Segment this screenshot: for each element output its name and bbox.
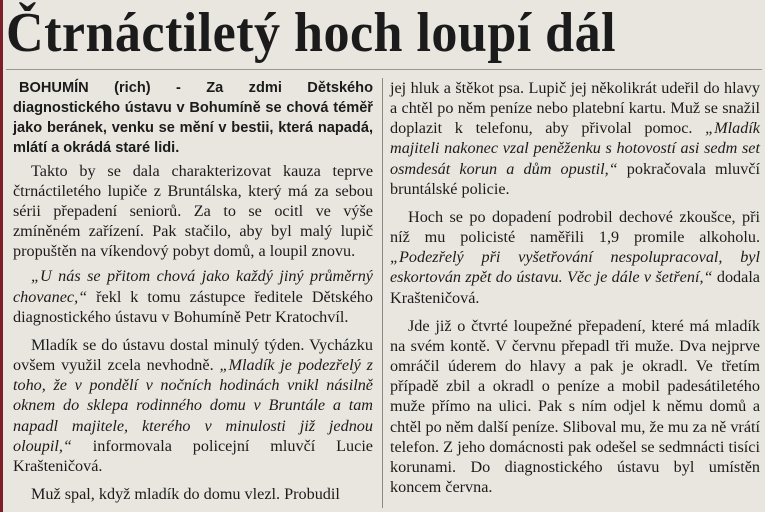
quote-attribution: informovala policejní mluvčí Lucie Krašteničová.	[13, 436, 373, 475]
dateline: BOHUMÍN (rich)	[19, 80, 151, 96]
quote-attribution: pokračovala mluvčí bruntálské policie.	[390, 159, 760, 198]
quote-police: „Mladík majiteli nakonec vzal peněženku s hotovostí asi sedm set osmdesát korun a dům opustil,“	[390, 119, 760, 178]
headline-rule	[6, 69, 762, 70]
right-column	[390, 78, 760, 497]
headline: Čtrnáctiletý hoch loupí dál	[6, 2, 617, 64]
paragraph-intro: Hoch se po dopadení podrobil dechové zkoušce, při níž mu policisté naměřili 1,9 promile alkoholu.	[390, 207, 760, 247]
paragraph-intro: jej hluk a štěkot psa. Lupič jej několikrát udeřil do hlavy a chtěl po něm peníze nebo platební kartu. Muž se snažil doplazit k telefonu, aby přivolal pomoc.	[390, 79, 760, 138]
quote-police: „Mladík je podezřelý z toho, že v pondělí v nočních hodinách vnikl násilně oknem do sklepa rodinného domu v Bruntále a tam napadl majitele, kterého v minulosti již jednou oloupil,“	[13, 356, 373, 455]
body-paragraph-7: Jde již o čtvrté loupežné přepadení, které má mladík na svém kontě. V červnu přepadl tři muže. Dva nejprve omráčil úderem do hlavy a pak je okradl. Ve třetím případě zbil a okradl o peníze a mobil padesátiletého muže přímo na ulici. Pak s ním odjel k němu domů a chtěl po něm další peníze. Sliboval mu, že mu za ně vrátí telefon. Z jeho domácnosti pak odešel se sedmnácti tisíci korunami. Do diagnostického ústavu byl umístěn koncem června.	[390, 316, 760, 496]
quote-police: „Podezřelý při vyšetřování nespolupracoval, byl eskortován zpět do ústavu. Věc je dále v šetření,“	[390, 248, 760, 287]
body-paragraph-5	[390, 78, 760, 199]
left-column	[13, 78, 373, 504]
paragraph-intro: Mladík se do ústavu dostal minulý týden. Vycházku ovšem využil zcela nevhodně.	[13, 335, 373, 375]
body-paragraph-3	[13, 335, 373, 476]
lead-text: - Za zdmi Dětského diagnostického ústavu v Bohumíně se chová téměř jako beránek, venku se mění v bestii, která napadá, mlátí a okrádá staré lidi.	[13, 80, 374, 157]
headline-accent-bar	[0, 0, 3, 512]
body-paragraph-1: Takto by se dala charakterizovat kauza teprve čtrnáctiletého lupiče z Bruntálska, který má za sebou sérii přepadení seniorů. Za to se ocitl ve výše zmíněném zařízení. Pak stačilo, aby byl malý lupič propuštěn na víkendový pobyt domů, a loupil znovu.	[13, 161, 373, 261]
lead-paragraph	[13, 78, 373, 159]
body-paragraph-4: Muž spal, když mladík do domu vlezl. Probudil	[31, 484, 340, 503]
column-divider	[382, 78, 383, 508]
quote-attribution: dodala Krašteničová.	[390, 268, 760, 307]
quote-deputy: „U nás se přitom chová jako každý jiný průměrný chovanec,“	[13, 267, 373, 306]
quote-attribution: řekl k tomu zástupce ředitele Dětského diagnostického ústavu v Bohumíně Petr Kratochvíl.	[13, 287, 373, 326]
body-paragraph-6	[390, 207, 760, 308]
body-paragraph-2	[13, 266, 373, 326]
